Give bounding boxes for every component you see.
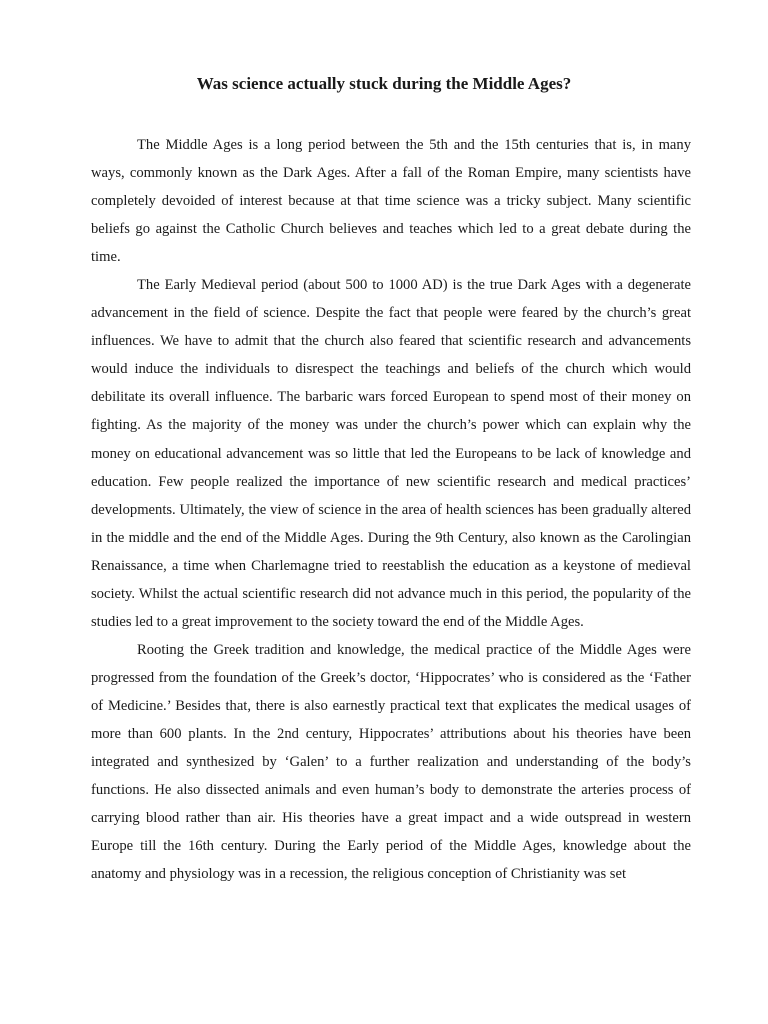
document-title: Was science actually stuck during the Middle Ages? — [196, 74, 572, 93]
paragraph-3: Rooting the Greek tradition and knowledge, the medical practice of the Middle Ages were progressed from the foundation of the Greek’s doctor, ‘Hippocrates’ who is considered as the ‘Father of Medicine.’ Besides that, there is also earnestly practical text that explicates the medical usages of more than 600 plants. In the 2nd century, Hippocrates’ attributions about his theories have been integrated and synthesized by ‘Galen’ to a further realization and understanding of the body’s functions. He also dissected animals and even human’s body to demonstrate the arteries process of carrying blood rather than air. His theories have a great impact and a wide outspread in western Europe till the 16th century. During the Early period of the Middle Ages, knowledge about the anatomy and physiology was in a recession, the religious conception of Christianity was set — [91, 641, 691, 883]
paragraph-1: The Middle Ages is a long period between the 5th and the 15th centuries that is, in many ways, commonly known as the Dark Ages. After a fall of the Roman Empire, many scientists have completely devoided of interest because at that time science was a tricky subject. Many scientific beliefs go against the Catholic Church believes and teaches which led to a great debate during the time. — [91, 137, 691, 266]
paragraph-2: The Early Medieval period (about 500 to 1000 AD) is the true Dark Ages with a degenerate advancement in the field of science. Despite the fact that people were feared by the church’s great influences. We have to admit that the church also feared that scientific research and advancements would induce the individuals to disrespect the teachings and beliefs of the church which would debilitate its overall influence. The barbaric wars forced European to spend most of their money on fighting. As the majority of the money was under the church’s power which can explain why the money on educational advancement was so little that led the Europeans to be lack of knowledge and education. Few people realized the importance of new scientific research and medical practices’ developments. Ultimately, the view of science in the area of health sciences has been gradually altered in the middle and the end of the Middle Ages. During the 9th Century, also known as the Carolingian Renaissance, a time when Charlemagne tried to reestablish the education as a keystone of medieval society. Whilst the actual scientific research did not advance much in this period, the popularity of the studies led to a great improvement to the society toward the end of the Middle Ages. — [91, 277, 691, 630]
document-body — [91, 131, 691, 888]
